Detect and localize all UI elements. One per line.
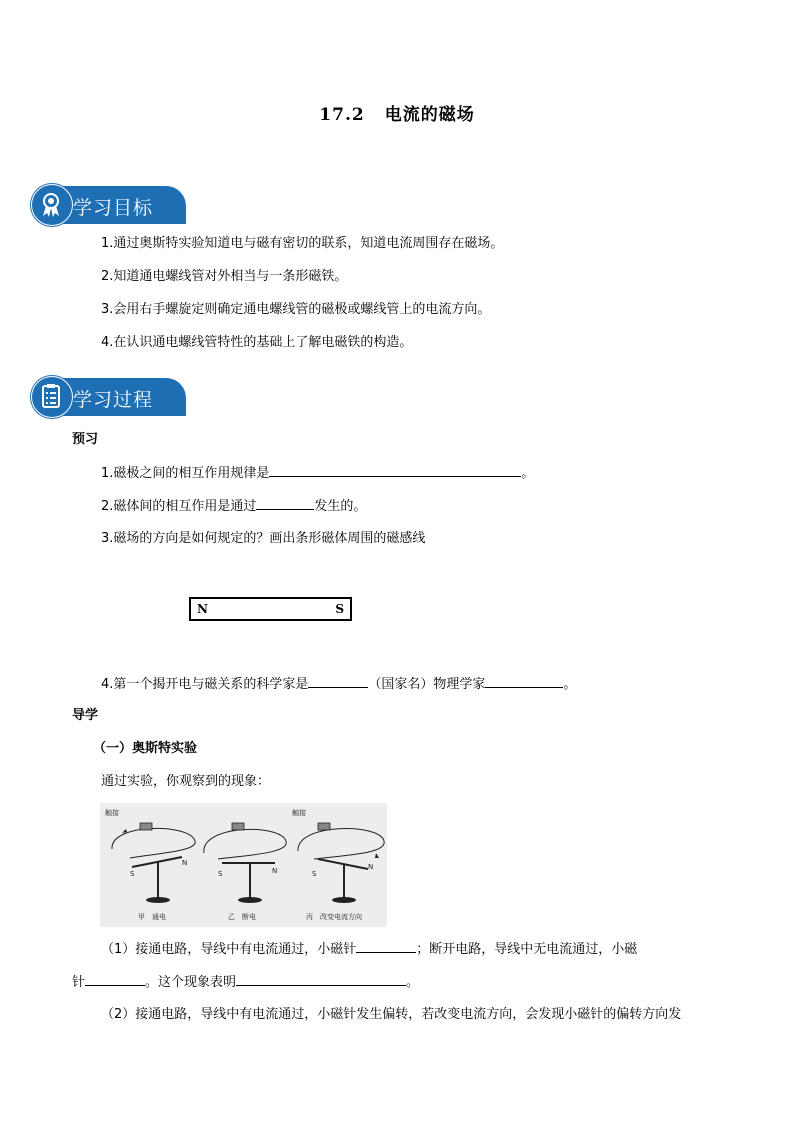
s-pole-label: S <box>130 870 135 878</box>
answer-blank[interactable] <box>308 675 368 688</box>
section-title: 电流的磁场 <box>384 105 475 125</box>
goal-item: 1.通过奥斯特实验知道电与磁有密切的联系，知道电流周围存在磁场。 <box>101 236 504 251</box>
svg-text:N: N <box>272 867 278 875</box>
preview-q1: 1.磁极之间的相互作用规律是 。 <box>101 466 535 481</box>
bar-magnet-diagram <box>189 597 352 621</box>
answer-blank[interactable] <box>236 973 406 986</box>
question-2-line-1: （2）接通电路，导线中有电流通过，小磁针发生偏转，若改变电流方向，会发现小磁针的偏转方向发 <box>101 1007 682 1022</box>
goals-banner <box>31 184 186 226</box>
svg-text:S: S <box>312 870 317 878</box>
preview-q4: 4.第一个揭开电与磁关系的科学家是 （国家名）物理学家 。 <box>101 677 577 692</box>
process-banner <box>31 376 186 418</box>
n-pole-label: N <box>182 859 188 867</box>
svg-text:触接: 触接 <box>292 809 306 817</box>
svg-text:S: S <box>218 870 223 878</box>
award-ribbon-icon <box>37 190 65 218</box>
page-title <box>0 100 794 125</box>
answer-blank[interactable] <box>85 973 145 986</box>
section-heading: （一）奥斯特实验 <box>93 741 198 756</box>
svg-text:N: N <box>368 863 374 871</box>
svg-text:丙 改变电流方向: 丙 改变电流方向 <box>306 913 362 921</box>
goal-item: 4.在认识通电螺线管特性的基础上了解电磁铁的构造。 <box>101 335 413 350</box>
answer-blank[interactable] <box>485 675 563 688</box>
goals-banner-label: 学习目标 <box>73 197 154 219</box>
clipboard-checklist-icon <box>37 382 65 410</box>
answer-blank[interactable] <box>269 464 521 477</box>
preview-q3: 3.磁场的方向是如何规定的？画出条形磁体周围的磁感线 <box>101 531 426 546</box>
answer-blank[interactable] <box>356 940 416 953</box>
guide-heading: 导学 <box>72 708 99 723</box>
magnet-n-pole: N <box>197 602 208 616</box>
goal-item: 3.会用右手螺旋定则确定通电螺线管的磁极或螺线管上的电流方向。 <box>101 302 491 317</box>
experiment-illustration <box>100 803 387 927</box>
goal-item: 2.知道通电螺线管对外相当与一条形磁铁。 <box>101 269 348 284</box>
guide-intro: 通过实验，你观察到的现象： <box>101 774 271 789</box>
question-1-line-2: 针 。这个现象表明 。 <box>72 975 420 990</box>
preview-heading: 预习 <box>72 432 99 447</box>
magnet-s-pole: S <box>335 602 344 616</box>
section-number: 17.2 <box>319 105 365 125</box>
answer-blank[interactable] <box>256 497 314 510</box>
preview-q2: 2.磁体间的相互作用是通过 发生的。 <box>101 499 367 514</box>
process-banner-label: 学习过程 <box>73 389 154 411</box>
oersted-experiment-figure <box>100 803 387 927</box>
caption: 甲 通电 <box>138 913 166 921</box>
touch-label: 触接 <box>105 809 119 817</box>
question-1-line-1: （1）接通电路，导线中有电流通过，小磁针 ；断开电路，导线中无电流通过，小磁 <box>101 942 638 957</box>
svg-text:乙 断电: 乙 断电 <box>228 913 256 921</box>
